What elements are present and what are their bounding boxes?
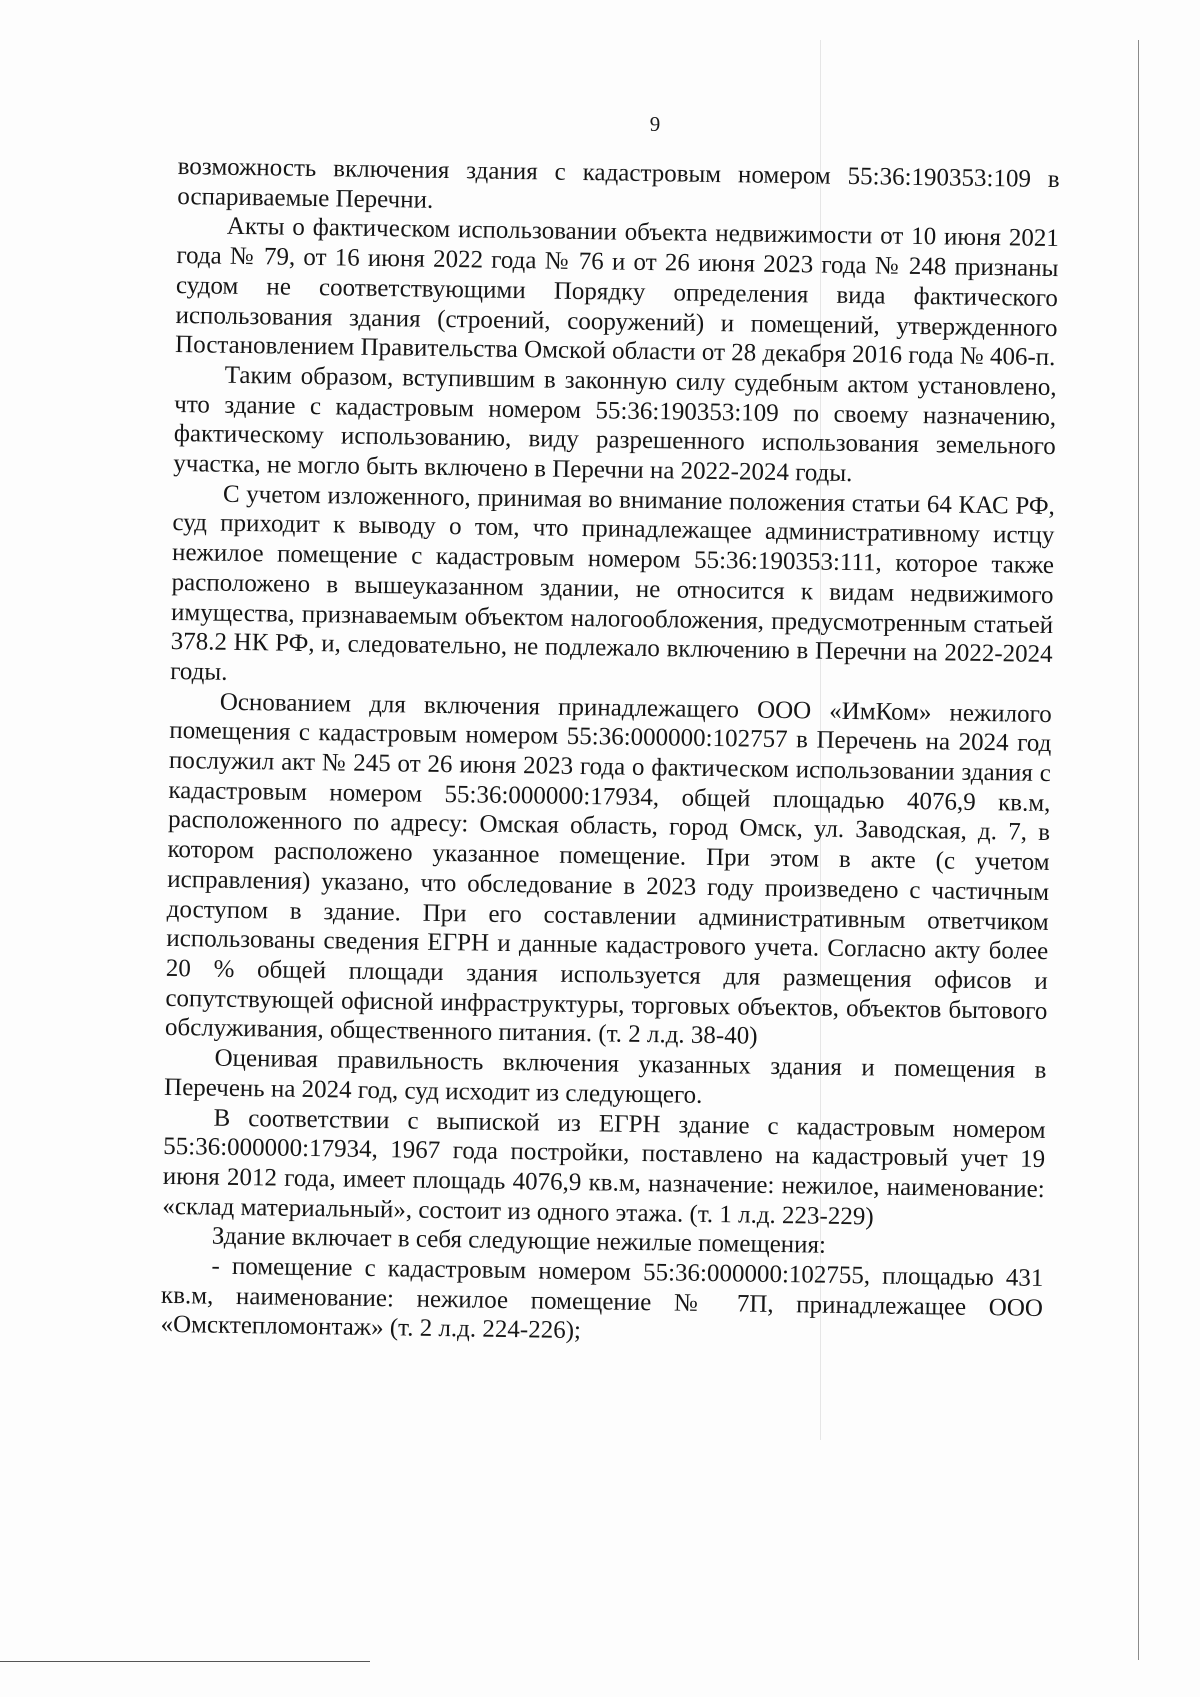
paragraph: Оценивая правильность включения указанных здания и помещения в Перечень на 2024 год, суд исходит из следующего.: [163, 1044, 1047, 1109]
scan-edge-bottom: [0, 1661, 370, 1662]
document-body: [160, 152, 1060, 1353]
paragraph: Таким образом, вступившим в законную силу судебным актом установлено, что здание с кадастровым номером 55:36:190353:109 по своему назначению, фактическому использованию, виду разрешенного использования земельного участка, не могло быть включено в Перечни на 2022-2024 годы.: [173, 361, 1057, 488]
paragraph: - помещение с кадастровым номером 55:36:000000:102755, площадью 431 кв.м, наименование: нежилое помещение № 7П, принадлежащее ООО «Омсктепломонтаж» (т. 2 л.д. 224-226);: [160, 1252, 1044, 1345]
paragraph: В соответствии с выпиской из ЕГРН здание с кадастровым номером 55:36:000000:17934, 1967 года постройки, поставлено на кадастровый учет 19 июня 2012 года, имеет площадь 4076,9 кв.м, назначение: нежилое, наименование: «склад материальный», состоит из одного этажа. (т. 1 л.д. 223-229): [162, 1104, 1046, 1231]
paragraph: Основанием для включения принадлежащего ООО «ИмКом» нежилого помещения с кадастровым номером 55:36:000000:102757 в Перечень на 2024 год послужил акт № 245 от 26 июня 2023 года о фактическом использовании здания с кадастровым номером 55:36:000000:17934, общей площадью 4076,9 кв.м, расположенного по адресу: Омская область, город Омск, ул. Заводская, д. 7, в котором расположено указанное помещение. При этом в акте (с учетом исправления) указано, что обследование в 2023 году произведено с частичным доступом в здание. При его составлении административным ответчиком использованы сведения ЕГРН и данные кадастрового учета. Согласно акту более 20 % общей площади здания используется для размещения офисов и сопутствующей офисной инфраструктуры, торговых объектов, объектов бытового обслуживания, общественного питания. (т. 2 л.д. 38-40): [164, 688, 1052, 1051]
paragraph: Акты о фактическом использовании объекта недвижимости от 10 июня 2021 года № 79, от 16 июня 2022 года № 76 и от 26 июня 2023 года № 248 признаны судом не соответствующими Порядку определения вида фактического использования здания (строений, сооружений) и помещений, утвержденного Постановлением Правительства Омской области от 28 декабря 2016 года № 406-п.: [174, 213, 1060, 372]
paragraph: Здание включает в себя следующие нежилые помещения:: [211, 1222, 827, 1260]
page-number: 9: [649, 112, 661, 136]
paragraph: С учетом изложенного, принимая во внимание положения статьи 64 КАС РФ, суд приходит к выводу о том, что принадлежащее административному истцу нежилое помещение с кадастровым номером 55:36:190353:111, которое также расположено в вышеуказанном здании, не относится к видам недвижимого имущества, признаваемым объектом налогообложения, предусмотренным статьей 378.2 НК РФ, и, следовательно, не подлежало включению в Перечни на 2022-2024 годы.: [170, 480, 1056, 686]
scan-edge-right: [1138, 40, 1139, 1660]
paragraph: возможность включения здания с кадастровым номером 55:36:190353:109 в оспариваемые Перечни.: [177, 152, 1060, 214]
